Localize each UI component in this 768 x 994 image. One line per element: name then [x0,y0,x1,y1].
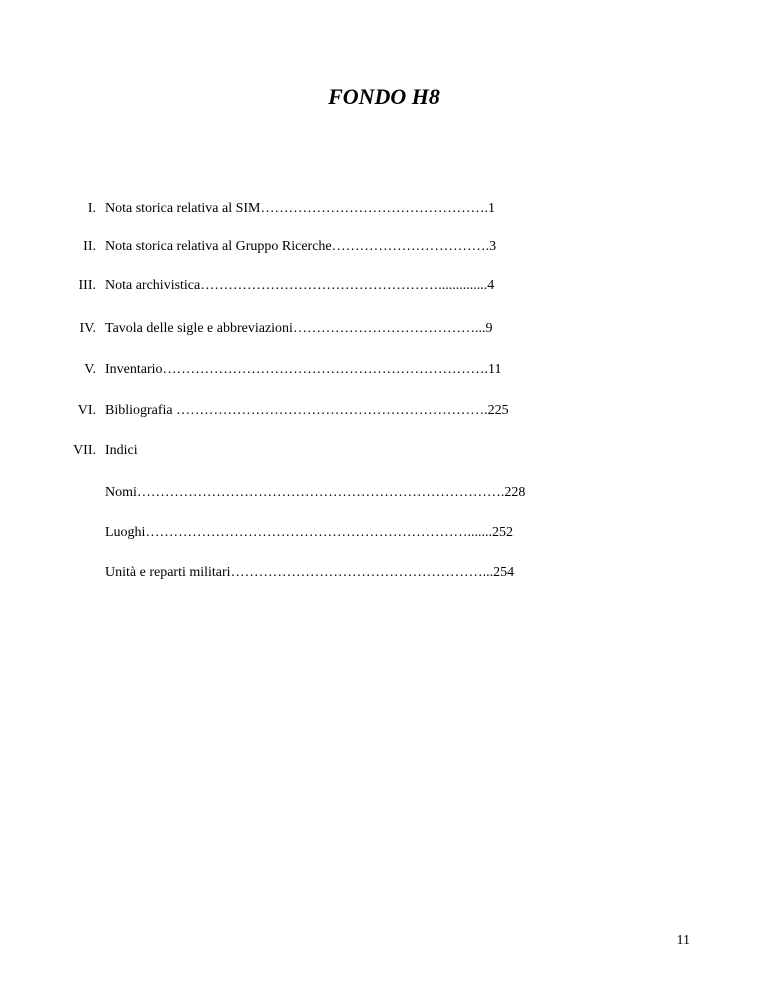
index-entry-text: Unità e reparti militari………………………………………………...254 [105,565,515,580]
toc-entry-number: IV. [79,321,96,336]
index-entry-names [105,484,525,502]
toc-entry-text: Nota storica relativa al Gruppo Ricerche…………………………….3 [105,239,497,254]
toc-entry-number: VII. [73,443,96,458]
toc-entry-text: Inventario…………………………………………………………….11 [105,362,502,377]
index-entry-text: Nomi…………………………………………………………………….228 [105,485,526,500]
index-entry-places [105,524,513,542]
toc-entry-text: Nota storica relativa al SIM………………………………………….1 [105,201,496,216]
toc-entry-number: VI. [77,403,96,418]
index-entry-military-units [105,564,514,582]
toc-entry-text: Indici [105,443,138,458]
index-entry-text: Luoghi…………………………………………………………….......252 [105,525,513,540]
page-number: 11 [676,933,690,948]
page-title: FONDO H8 [328,84,440,109]
toc-entry-text: Bibliografia ………………………………………………………….225 [105,403,509,418]
toc-entry-text: Tavola delle sigle e abbreviazioni…………………………………...9 [105,321,493,336]
toc-entry-number: V. [84,362,96,377]
toc-entry-number: I. [87,201,96,216]
toc-entry-text: Nota archivistica……………………………………………..............4 [105,278,495,293]
toc-entry-number: II. [83,239,96,254]
toc-entry-number: III. [78,278,96,293]
